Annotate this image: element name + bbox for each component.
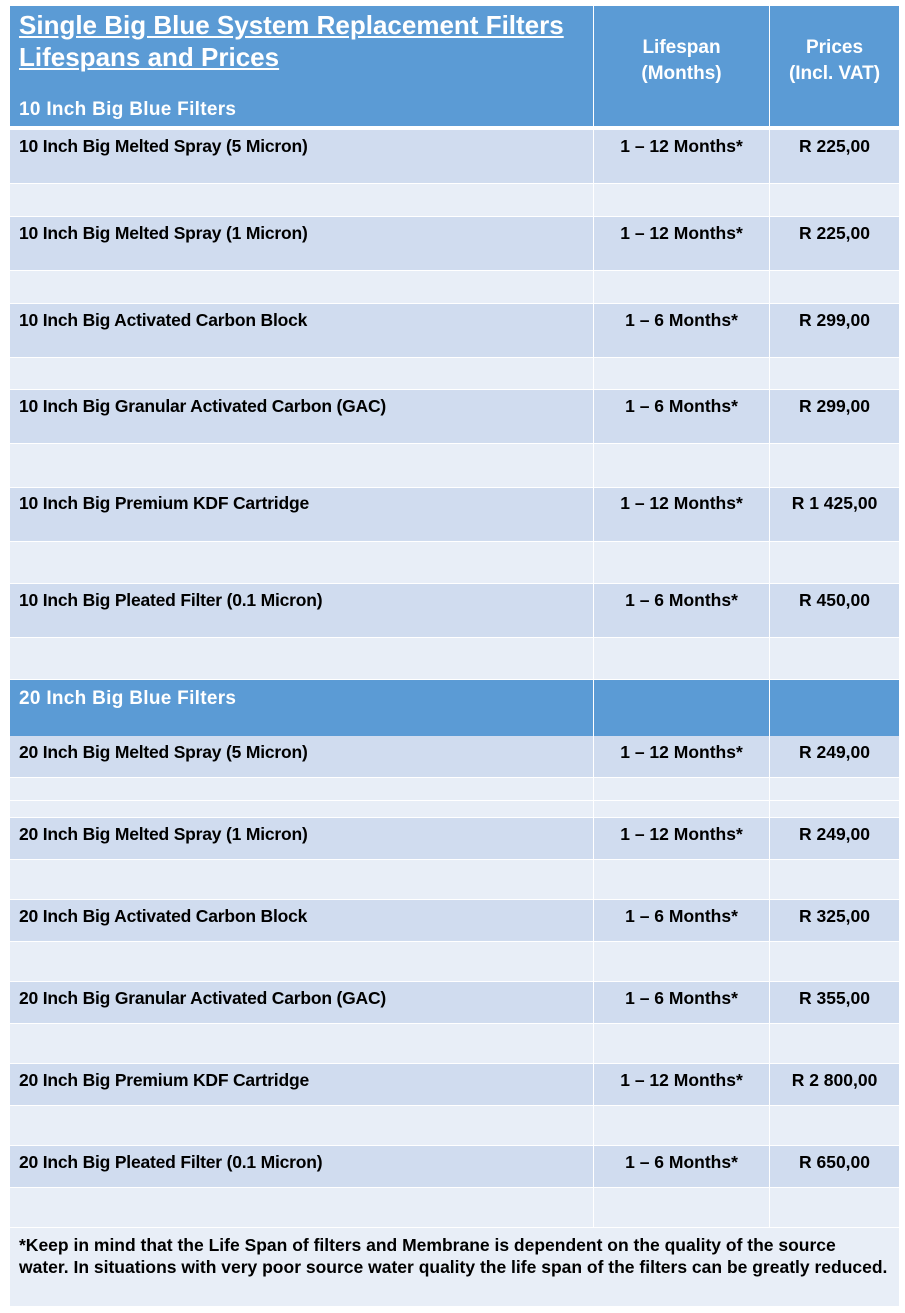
- filter-name: 10 Inch Big Melted Spray (5 Micron): [10, 130, 594, 184]
- table-row: [10, 217, 899, 271]
- spacer-row: [10, 1106, 899, 1146]
- filter-name: 20 Inch Big Melted Spray (5 Micron): [10, 736, 594, 778]
- spacer-row: [10, 1188, 899, 1228]
- filter-lifespan: 1 – 12 Months*: [594, 1064, 770, 1106]
- filter-lifespan: 1 – 6 Months*: [594, 982, 770, 1024]
- table-header: [10, 6, 899, 127]
- filter-name: 20 Inch Big Melted Spray (1 Micron): [10, 818, 594, 860]
- filter-name: 20 Inch Big Pleated Filter (0.1 Micron): [10, 1146, 594, 1188]
- spacer-row: [10, 1024, 899, 1064]
- header-title-cell: [10, 6, 594, 127]
- spacer-row: [10, 358, 899, 390]
- filter-name: 10 Inch Big Granular Activated Carbon (GAC): [10, 390, 594, 444]
- filter-price: R 2 800,00: [770, 1064, 899, 1106]
- prices-header: [770, 6, 899, 127]
- filter-lifespan: 1 – 12 Months*: [594, 488, 770, 542]
- table-row: [10, 584, 899, 638]
- spacer-row: [10, 638, 899, 680]
- filter-name: 20 Inch Big Premium KDF Cartridge: [10, 1064, 594, 1106]
- table-row: [10, 304, 899, 358]
- section-heading-20-inch: 20 Inch Big Blue Filters: [10, 680, 594, 801]
- spacer-row: [10, 271, 899, 304]
- table-title: [19, 9, 564, 73]
- table-row: [10, 818, 899, 860]
- section-heading-10-inch: 10 Inch Big Blue Filters: [19, 99, 237, 120]
- footnote: *Keep in mind that the Life Span of filters and Membrane is dependent on the quality of the source water. In situations with very poor source water quality the life span of the filters can be greatly reduced.: [10, 1228, 899, 1306]
- filter-price: R 225,00: [770, 217, 899, 271]
- filter-name: 20 Inch Big Granular Activated Carbon (GAC): [10, 982, 594, 1024]
- filter-name: 10 Inch Big Activated Carbon Block: [10, 304, 594, 358]
- filter-price: R 355,00: [770, 982, 899, 1024]
- spacer-row: [10, 860, 899, 900]
- filter-lifespan: 1 – 6 Months*: [594, 584, 770, 638]
- prices-header-line-2: (Incl. VAT): [788, 63, 881, 84]
- filter-price: R 1 425,00: [770, 488, 899, 542]
- prices-header-line-1: Prices: [805, 37, 864, 58]
- filter-price: R 225,00: [770, 130, 899, 184]
- filter-lifespan: 1 – 6 Months*: [594, 900, 770, 942]
- table-row: [10, 390, 899, 444]
- title-line-1: Single Big Blue System Replacement Filters: [19, 10, 564, 40]
- table-row: [10, 982, 899, 1024]
- table-row: [10, 900, 899, 942]
- filter-price: R 325,00: [770, 900, 899, 942]
- filter-name: 20 Inch Big Activated Carbon Block: [10, 900, 594, 942]
- table-row: [10, 1064, 899, 1106]
- filter-name: 10 Inch Big Melted Spray (1 Micron): [10, 217, 594, 271]
- filter-price: R 650,00: [770, 1146, 899, 1188]
- title-line-2: Lifespans and Prices: [19, 42, 280, 72]
- filter-lifespan: 1 – 6 Months*: [594, 390, 770, 444]
- filter-lifespan: 1 – 12 Months*: [594, 130, 770, 184]
- table-row: [10, 488, 899, 542]
- lifespan-header-line-2: (Months): [641, 63, 722, 84]
- filter-lifespan: 1 – 6 Months*: [594, 1146, 770, 1188]
- filter-lifespan: 1 – 12 Months*: [594, 736, 770, 778]
- filter-lifespan: 1 – 12 Months*: [594, 818, 770, 860]
- filter-lifespan: 1 – 6 Months*: [594, 304, 770, 358]
- filter-name: 10 Inch Big Pleated Filter (0.1 Micron): [10, 584, 594, 638]
- price-table: [10, 6, 899, 1306]
- section-heading-row: [10, 680, 899, 736]
- spacer-row: [10, 184, 899, 217]
- filter-lifespan: 1 – 12 Months*: [594, 217, 770, 271]
- lifespan-header-line-1: Lifespan: [642, 37, 721, 58]
- filter-name: 10 Inch Big Premium KDF Cartridge: [10, 488, 594, 542]
- filter-price: R 450,00: [770, 584, 899, 638]
- table-row: [10, 130, 899, 184]
- filter-price: R 299,00: [770, 390, 899, 444]
- filter-price: R 249,00: [770, 818, 899, 860]
- spacer-row: [10, 542, 899, 584]
- spacer-row: [10, 444, 899, 488]
- filter-price: R 299,00: [770, 304, 899, 358]
- spacer-row: [10, 942, 899, 982]
- lifespan-header: [594, 6, 770, 127]
- filter-price: R 249,00: [770, 736, 899, 778]
- table-row: [10, 1146, 899, 1188]
